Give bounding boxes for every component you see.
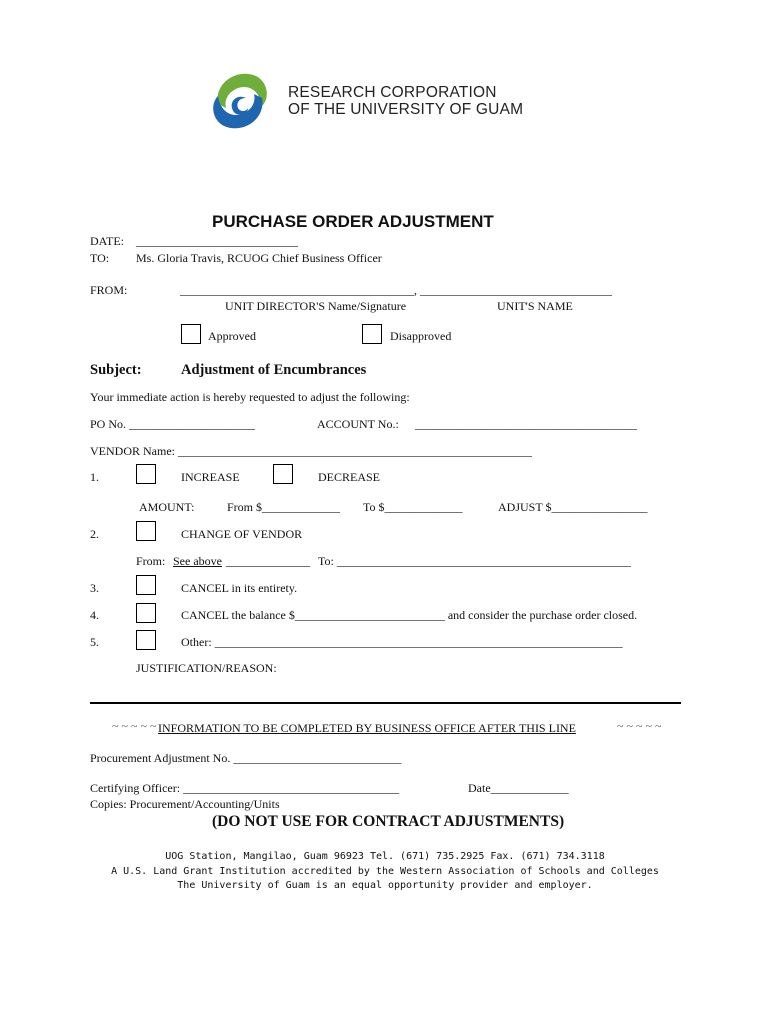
- adjust-amount-field[interactable]: ADJUST $________________: [498, 500, 648, 514]
- cancel-balance-field[interactable]: CANCEL the balance $_________________________ and consider the purchase order closed.: [181, 608, 638, 622]
- vendor-field[interactable]: VENDOR Name: ___________________________________________________________: [90, 444, 532, 458]
- warning-text: (DO NOT USE FOR CONTRACT ADJUSTMENTS): [212, 813, 565, 830]
- logo-swirl-icon: [210, 68, 270, 132]
- to-amount-field[interactable]: To $_____________: [363, 500, 463, 514]
- info-suffix: ~ ~ ~ ~ ~: [617, 719, 662, 733]
- decrease-checkbox[interactable]: [273, 464, 293, 484]
- date-label: DATE:: [90, 234, 124, 248]
- item-number-4: 4.: [90, 608, 99, 622]
- date-field[interactable]: ___________________________: [136, 234, 298, 248]
- item-number-1: 1.: [90, 470, 99, 484]
- account-label: ACCOUNT No.:: [317, 417, 399, 431]
- see-above-text: See above: [173, 554, 222, 568]
- vendor-from-label: From:: [136, 554, 166, 568]
- subject-label: Subject:: [90, 362, 142, 378]
- from-field[interactable]: _______________________________________, ________________________________: [180, 283, 612, 297]
- item-number-3: 3.: [90, 581, 99, 595]
- approved-label: Approved: [208, 329, 256, 343]
- logo-line-2: OF THE UNIVERSITY OF GUAM: [288, 101, 524, 118]
- page-title: PURCHASE ORDER ADJUSTMENT: [212, 212, 494, 231]
- intro-text: Your immediate action is hereby requested to adjust the following:: [90, 390, 410, 404]
- info-heading: INFORMATION TO BE COMPLETED BY BUSINESS OFFICE AFTER THIS LINE: [158, 721, 576, 735]
- date-2-field[interactable]: Date_____________: [468, 781, 569, 795]
- logo-line-1: RESEARCH CORPORATION: [288, 84, 497, 101]
- disapproved-label: Disapproved: [390, 329, 452, 343]
- other-checkbox[interactable]: [136, 630, 156, 650]
- info-prefix: ~ ~ ~ ~ ~: [112, 719, 157, 733]
- approved-checkbox[interactable]: [181, 324, 201, 344]
- footer-equal-opportunity: The University of Guam is an equal opportunity provider and employer.: [177, 880, 593, 891]
- disapproved-checkbox[interactable]: [362, 324, 382, 344]
- footer-address: UOG Station, Mangilao, Guam 96923 Tel. (671) 735.2925 Fax. (671) 734.3118: [165, 851, 605, 862]
- justification-label: JUSTIFICATION/REASON:: [136, 661, 277, 675]
- change-vendor-checkbox[interactable]: [136, 521, 156, 541]
- procurement-adjustment-field[interactable]: Procurement Adjustment No. ____________________________: [90, 751, 402, 765]
- footer-accreditation: A U.S. Land Grant Institution accredited by the Western Association of Schools and Colleges: [111, 866, 659, 877]
- po-number-field[interactable]: PO No. _____________________: [90, 417, 256, 431]
- cancel-entire-label: CANCEL in its entirety.: [181, 581, 298, 595]
- see-above-line: ______________: [226, 554, 310, 568]
- cancel-entire-checkbox[interactable]: [136, 575, 156, 595]
- from-amount-field[interactable]: From $_____________: [227, 500, 341, 514]
- amount-label: AMOUNT:: [139, 500, 195, 514]
- item-number-2: 2.: [90, 527, 99, 541]
- unit-director-label: UNIT DIRECTOR'S Name/Signature: [225, 299, 407, 313]
- other-field[interactable]: Other: ____________________________________________________________________: [181, 635, 623, 649]
- change-vendor-label: CHANGE OF VENDOR: [181, 527, 303, 541]
- copies-text: Copies: Procurement/Accounting/Units: [90, 797, 280, 811]
- decrease-label: DECREASE: [318, 470, 381, 484]
- unit-name-label: UNIT'S NAME: [497, 299, 573, 313]
- cancel-balance-checkbox[interactable]: [136, 603, 156, 623]
- from-label: FROM:: [90, 283, 128, 297]
- increase-checkbox[interactable]: [136, 464, 156, 484]
- vendor-to-field[interactable]: To: _________________________________________________: [318, 554, 631, 568]
- subject-value: Adjustment of Encumbrances: [181, 362, 367, 378]
- to-label: TO:: [90, 251, 110, 265]
- increase-label: INCREASE: [181, 470, 240, 484]
- to-value: Ms. Gloria Travis, RCUOG Chief Business Officer: [136, 251, 382, 265]
- divider-line: [90, 702, 681, 704]
- account-field[interactable]: _____________________________________: [415, 417, 637, 431]
- item-number-5: 5.: [90, 635, 99, 649]
- certifying-officer-field[interactable]: Certifying Officer: ____________________________________: [90, 781, 400, 795]
